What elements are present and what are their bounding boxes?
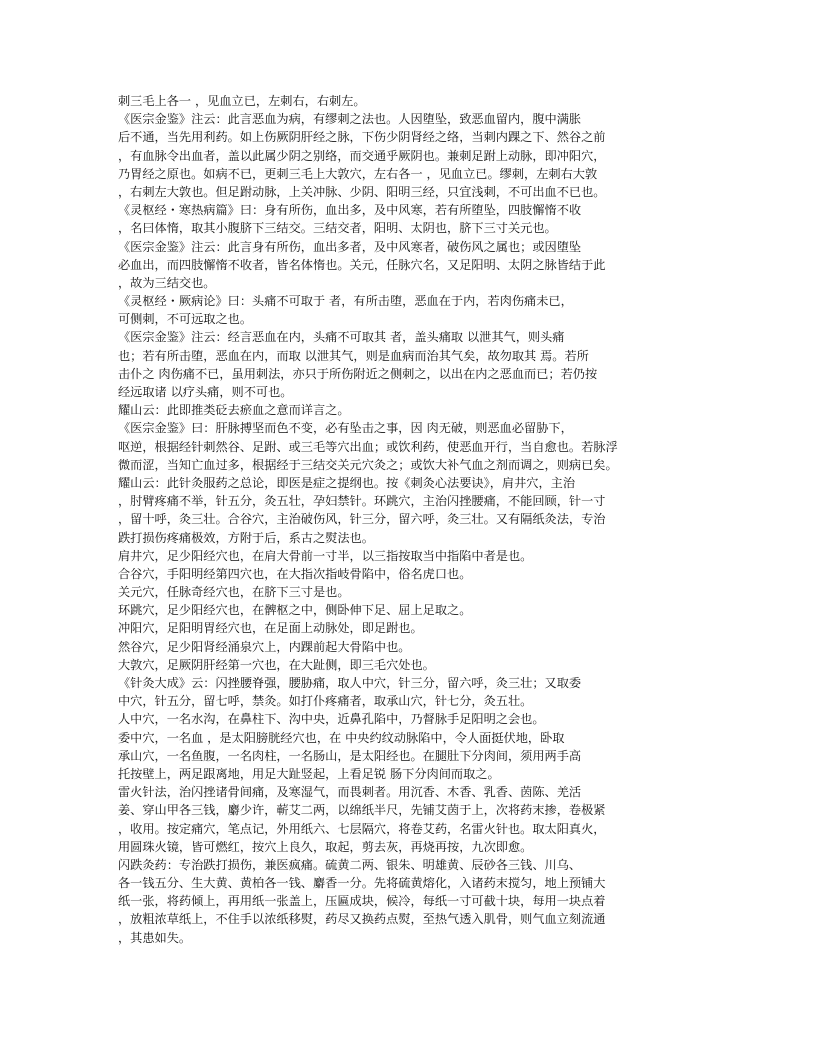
text-line: 必血出，而四肢懈惰不收者，皆名体惰也。关元，任脉穴名，又足阳明、太阴之脉皆结于此: [118, 257, 606, 272]
text-line: 人中穴，一名水沟，在鼻柱下、沟中央，近鼻孔陷中，乃督脉手足阳明之会也。: [118, 712, 545, 727]
text-line: ，名曰体惰，取其小腹脐下三结交。三结交者，阳明、太阴也，脐下三寸关元也。: [118, 221, 557, 236]
text-line: 肩井穴，足少阳经穴也，在肩大骨前一寸半，以三指按取当中指陷中者是也。: [118, 548, 533, 563]
text-line: 乃胃经之原也。如病不已，更刺三毛上大敦穴，左右各一 ，见血立已。缪刺，左刺右大敦: [118, 166, 598, 181]
text-line: ，其患如失。: [118, 930, 192, 945]
text-line: 纸一张，将药倾上，再用纸一张盖上，压匾成块，候冷，每纸一寸可截十块，每用一块点着: [118, 894, 606, 909]
text-line: 可侧刺，不可远取之也。: [118, 312, 253, 327]
text-line: 《医宗金鉴》注云：此言恶血为病，有缪刺之法也。人因堕坠，致恶血留内，腹中满胀: [118, 112, 582, 127]
text-line: 也；若有所击堕，恶血在内，而取 以泄其气，则是血病而治其气矣，故勿取其 焉。若所: [118, 348, 589, 363]
text-line: 经远取诸 以疗头痛，则不可也。: [118, 385, 293, 399]
text-line: ，放粗浓草纸上，不住手以浓纸移熨，药尽又换药点熨，至热气透入肌骨，则气血立刻流通: [118, 912, 606, 927]
text-line: 然谷穴，足少阳肾经涌泉穴上，内踝前起大骨陷中也。: [118, 639, 411, 654]
text-line: 承山穴，一名鱼腹，一名肉柱，一名肠山，是太阳经也。在腿肚下分肉间，须用两手高: [118, 748, 582, 763]
text-line: ，右刺左大敦也。但足跗动脉，上关冲脉、少阴、阳明三经，只宜浅刺，不可出血不已也。: [118, 184, 606, 199]
text-line: 刺三毛上各一 ，见血立已，左刺右，右刺左。: [118, 94, 366, 108]
text-line: 《灵枢经・寒热病篇》曰：身有所伤，血出多，及中风寒，若有所堕坠，四肢懈惰不收: [118, 203, 582, 218]
text-line: ，留十呼，灸三壮。合谷穴，主治破伤风，针三分，留六呼，灸三壮。又有隔纸灸法，专治: [118, 512, 606, 527]
text-line: 《医宗金鉴》注云：经言恶血在内，头痛不可取其 者，盖头痛取 以泄其气，则头痛: [118, 330, 565, 345]
text-line: 关元穴，任脉奇经穴也，在脐下三寸是也。: [118, 585, 350, 600]
text-line: 托按壁上，两足跟离地，用足大趾竖起，上看足锐 肠下分肉间而取之。: [118, 766, 500, 781]
text-line: 合谷穴，手阳明经第四穴也，在大指次指岐骨陷中，俗名虎口也。: [118, 566, 472, 581]
text-line: 姜、穿山甲各三钱，麝少许，蕲艾二两，以绵纸半尺，先铺艾茵于上，次将药末掺，卷极紧: [118, 803, 606, 818]
document-body: [118, 92, 702, 947]
text-line: 《灵枢经・厥病论》曰：头痛不可取于 者，有所击堕，恶血在于内，若肉伤痛未已，: [118, 294, 573, 309]
text-line: 《针灸大成》云：闪挫腰脊强，腰胁痛，取人中穴，针三分，留六呼，灸三壮；又取委: [118, 676, 582, 690]
text-line: ，肘臂疼痛不举，针五分，灸五壮，孕妇禁针。环跳穴，主治闪挫腰痛，不能回顾，针一寸: [118, 494, 606, 509]
text-line: 委中穴，一名血 ，是太阳膀胱经穴也，在 中央约纹动脉陷中，令人面挺伏地，卧取: [118, 730, 565, 745]
text-line: 《医宗金鉴》曰：肝脉搏坚而色不变，必有坠击之事，因 肉无破，则恶血必留胁下，: [118, 421, 573, 436]
text-line: 冲阳穴，足阳明胃经穴也，在足面上动脉处，即足跗也。: [118, 621, 423, 636]
text-line: 击仆之 肉伤痛不已，虽用刺法，亦只于所伤附近之侧刺之，以出在内之恶血而已；若仍按: [118, 366, 598, 381]
text-line: 微而涩，当知亡血过多，根据经于三结交关元穴灸之；或饮大补气血之剂而调之，则病已矣。: [118, 457, 618, 472]
text-line: 雷火针法，治闪挫诸骨间痛，及寒湿气，而畏刺者。用沉香、木香、乳香、茵陈、羌活: [118, 785, 582, 800]
text-line: 呕逆，根据经针刺然谷、足跗、或三毛等穴出血；或饮利药，使恶血开行，当自愈也。若脉浮: [118, 439, 618, 454]
text-line: 闪跌灸药：专治跌打损伤，兼医疯痛。硫黄二两、银朱、明雄黄、辰砂各三钱、川乌、: [118, 857, 582, 872]
text-line: 后不通，当先用利药。如上伤厥阴肝经之脉，下伤少阴肾经之络，当刺内踝之下、然谷之前: [118, 130, 606, 145]
text-line: 环跳穴，足少阳经穴也，在髀枢之中，侧卧伸下足、屈上足取之。: [118, 603, 472, 618]
text-line: ，有血脉令出血者，盖以此属少阴之别络，而交通乎厥阴也。兼刺足跗上动脉，即冲阳穴，: [118, 148, 606, 163]
text-line: 《医宗金鉴》注云：此言身有所伤，血出多者，及中风寒者，破伤风之属也；或因堕坠: [118, 239, 582, 254]
text-line: 各一钱五分、生大黄、黄柏各一钱、麝香一分。先将硫黄熔化，入诸药末搅匀，地上预铺大: [118, 876, 606, 891]
text-line: 用圆珠火镜，皆可燃红，按穴上良久，取起，剪去灰，再烧再按，九次即愈。: [118, 839, 533, 854]
text-line: 耀山云：此针灸服药之总论，即医是症之提纲也。按《刺灸心法要诀》，肩井穴，主治: [118, 475, 576, 490]
text-line: 中穴，针五分，留七呼，禁灸。如打仆疼痛者，取承山穴，针七分，灸五壮。: [118, 694, 533, 709]
text-line: 大敦穴，足厥阴肝经第一穴也，在大趾侧，即三毛穴处也。: [118, 657, 435, 672]
text-line: 耀山云：此即推类砭去瘀血之意而详言之。: [118, 403, 350, 418]
text-line: ，收用。按定痛穴，笔点记，外用纸六、七层隔穴，将卷艾药，名雷火针也。取太阳真火，: [118, 821, 606, 836]
text-line: 跌打损伤疼痛极效，方附于后，系古之熨法也。: [118, 530, 374, 545]
text-line: ，故为三结交也。: [118, 275, 216, 290]
